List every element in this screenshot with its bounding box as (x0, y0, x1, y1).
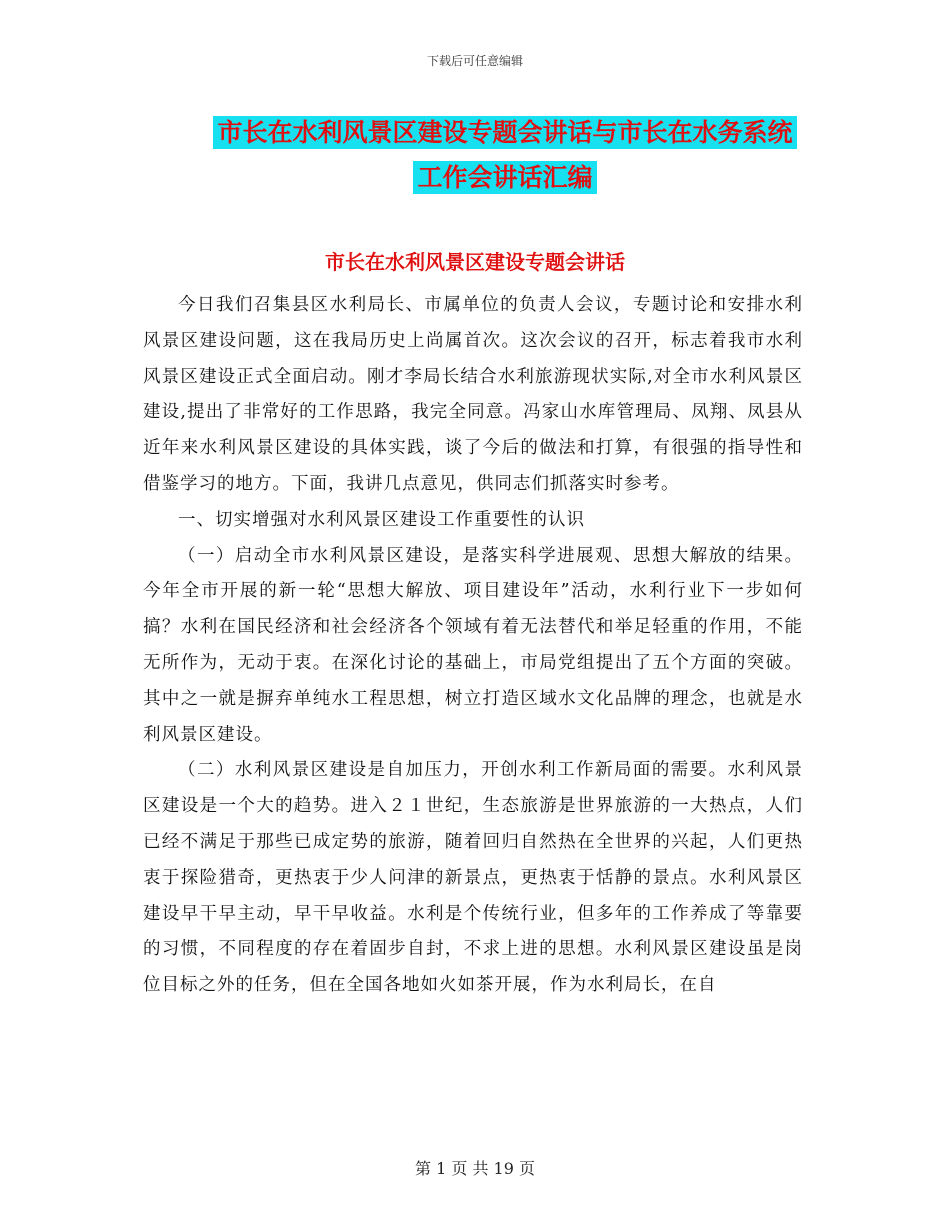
header-note: 下载后可任意编辑 (426, 54, 523, 68)
section-title: 市长在水利风景区建设专题会讲话 (325, 250, 625, 274)
section-heading: 一、切实增强对水利风景区建设工作重要性的认识 (178, 509, 585, 530)
page-footer: 第 1 页 共 19 页 (415, 1159, 535, 1178)
body-text (143, 288, 803, 1004)
title-line-2: 工作会讲话汇编 (413, 161, 596, 194)
paragraph: （一）启动全市水利风景区建设，是落实科学进展观、思想大解放的结果。今年全市开展的新一轮“思想大解放、项目建设年”活动，水利行业下一步如何搞？水利在国民经济和社会经济各个领域有着无法替代和举足轻重的作用，不能无所作为，无动于衷。在深化讨论的基础上，市局党组提出了五个方面的突破。其中之一就是摒弃单纯水工程思想，树立打造区域水文化品牌的理念，也就是水利风景区建设。 (143, 545, 803, 745)
title-line-1: 市长在水利风景区建设专题会讲话与市长在水务系统 (213, 116, 796, 149)
document-title (190, 110, 820, 200)
paragraph: 今日我们召集县区水利局长、市属单位的负责人会议，专题讨论和安排水利风景区建设问题，这在我局历史上尚属首次。这次会议的召开，标志着我市水利风景区建设正式全面启动。刚才李局长结合水利旅游现状实际,对全市水利风景区建设,提出了非常好的工作思路，我完全同意。冯家山水库管理局、凤翔、凤县从近年来水利风景区建设的具体实践，谈了今后的做法和打算，有很强的指导性和借鉴学习的地方。下面，我讲几点意见，供同志们抓落实时参考。 (143, 295, 803, 494)
paragraph: （二）水利风景区建设是自加压力，开创水利工作新局面的需要。水利风景区建设是一个大的趋势。进入２１世纪，生态旅游是世界旅游的一大热点，人们已经不满足于那些已成定势的旅游，随着回归自然热在全世界的兴起，人们更热衷于探险猎奇，更热衷于少人问津的新景点，更热衷于恬静的景点。水利风景区建设早干早主动，早干早收益。水利是个传统行业，但多年的工作养成了等靠要的习惯，不同程度的存在着固步自封，不求上进的思想。水利风景区建设虽是岗位目标之外的任务，但在全国各地如火如茶开展，作为水利局长，在自 (143, 760, 803, 996)
